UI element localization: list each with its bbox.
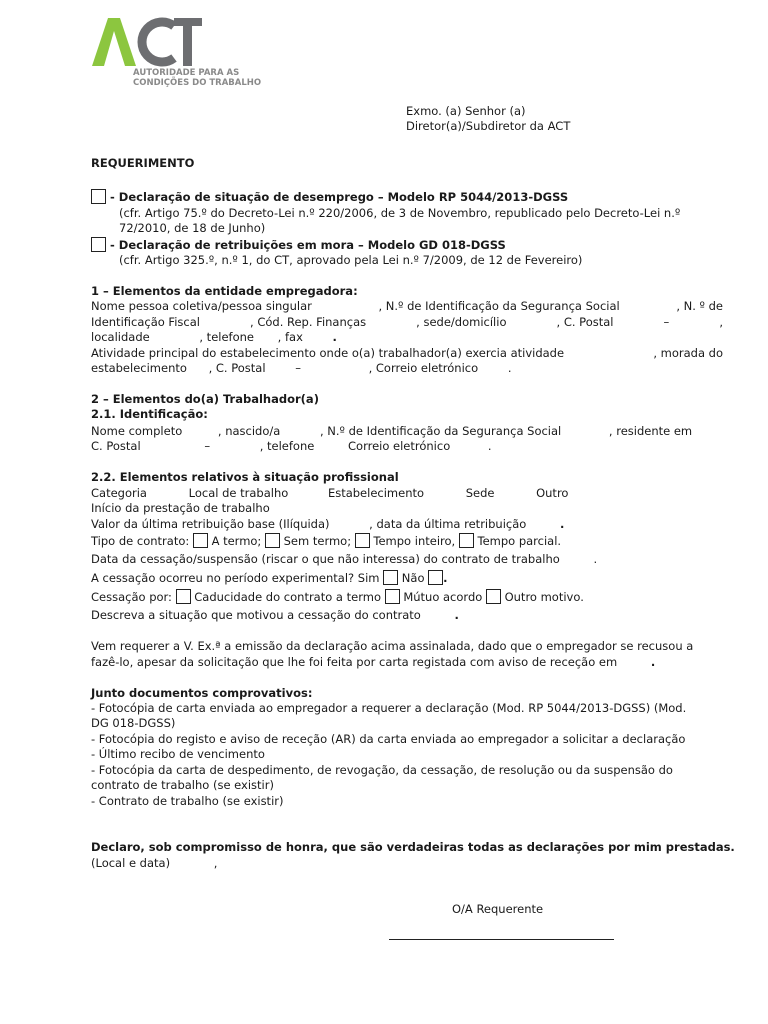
fixed-term-label: A termo;: [211, 534, 262, 548]
trial-line-end: .: [443, 571, 448, 585]
document-item-1a: - Fotocópia de carta enviada ao empregador a requerer a declaração (Mod. RP 5044/2013-DGSS) (Mod.: [91, 701, 687, 715]
document-item-4b: contrato de trabalho (se existir): [91, 778, 274, 792]
checkbox-arrears[interactable]: [91, 237, 106, 252]
job-category-label: Categoria: [91, 486, 147, 500]
checkbox-part-time[interactable]: [459, 533, 474, 548]
checkbox-full-time[interactable]: [355, 533, 370, 548]
section-2-1-heading: 2.1. Identificação:: [91, 407, 208, 421]
establishment-email-label: , Correio eletrónico: [368, 361, 479, 375]
checkbox-trial-no[interactable]: [428, 570, 443, 585]
employer-fax-label: , fax: [277, 330, 303, 344]
worker-phone-label: , telefone: [259, 439, 315, 453]
employer-line-1: [91, 299, 723, 313]
signature-line[interactable]: [389, 939, 614, 940]
checkbox-other-reason[interactable]: [486, 589, 501, 604]
logo-line-2: CONDIÇÕES DO TRABALHO: [133, 78, 262, 88]
worker-line-2: [91, 439, 492, 453]
checkbox-expiry[interactable]: [176, 589, 191, 604]
option-arrears-ref: (cfr. Artigo 325.º, n.º 1, do CT, aprovado pela Lei n.º 7/2009, de 12 de Fevereiro): [119, 253, 583, 267]
employer-finance-label: , Cód. Rep. Finanças: [250, 315, 367, 329]
employer-nif-label-start: , N. º de: [676, 299, 723, 313]
job-establishment-label: Estabelecimento: [327, 486, 425, 500]
open-ended-label: Sem termo;: [283, 534, 352, 548]
act-logo-mark: [92, 16, 202, 68]
document-title: REQUERIMENTO: [91, 156, 195, 170]
worker-residence-label: , residente em: [608, 424, 693, 438]
worker-line-1: [91, 424, 692, 438]
addressee-line-2: Diretor(a)/Subdiretor da ACT: [406, 119, 571, 133]
employer-activity-label: Atividade principal do estabelecimento onde o(a) trabalhador(a) exercia atividade: [91, 346, 565, 360]
employer-phone-label: , telefone: [199, 330, 254, 344]
employer-name-label: Nome pessoa coletiva/pessoa singular: [91, 299, 312, 313]
section-1-heading: 1 – Elementos da entidade empregadora:: [91, 284, 358, 298]
salary-line-end: .: [559, 517, 565, 531]
request-line-2: [91, 655, 655, 669]
document-item-1b: DG 018-DGSS): [91, 716, 176, 730]
section-2-heading: 2 – Elementos do(a) Trabalhador(a): [91, 392, 319, 406]
worker-postal-dash: –: [204, 439, 211, 453]
employer-domicile-label: , sede/domicílio: [416, 315, 507, 329]
cessation-date-end: .: [593, 552, 598, 566]
establishment-postal-label: , C. Postal: [208, 361, 266, 375]
job-line: [91, 486, 568, 500]
honor-declaration: Declaro, sob compromisso de honra, que são verdadeiras todas as declarações por mim prestadas.: [91, 840, 735, 854]
checkbox-mutual-agreement[interactable]: [385, 589, 400, 604]
documents-heading: Junto documentos comprovativos:: [91, 686, 313, 700]
request-line-2-end: .: [650, 655, 656, 669]
employer-address-label-start: , morada do: [653, 346, 723, 360]
checkbox-open-ended[interactable]: [265, 533, 280, 548]
logo-subtitle: [133, 68, 261, 88]
job-workplace-label: Local de trabalho: [188, 486, 289, 500]
trial-period-label: A cessação ocorreu no período experimental? Sim: [91, 571, 380, 585]
job-headquarters-label: Sede: [465, 486, 495, 500]
document-item-3: - Último recibo de vencimento: [91, 747, 265, 761]
addressee-line-1: Exmo. (a) Senhor (a): [406, 104, 526, 118]
place-date-label: (Local e data): [91, 856, 171, 870]
employer-line-5-end: .: [507, 361, 512, 375]
cessation-date-line: [91, 552, 597, 566]
requester-label: O/A Requerente: [452, 902, 544, 916]
trial-no-label: Não: [401, 571, 425, 585]
worker-line-2-end: .: [487, 439, 492, 453]
employer-line-3: [91, 330, 337, 344]
employer-nif-label-end: Identificação Fiscal: [91, 315, 200, 329]
section-2-2-heading: 2.2. Elementos relativos à situação profissional: [91, 470, 399, 484]
option-arrears: [91, 237, 506, 252]
last-salary-label: Valor da última retribuição base (Ilíquida): [91, 517, 330, 531]
salary-line: [91, 517, 564, 531]
option-unemployment-label: - Declaração de situação de desemprego – Modelo RP 5044/2013-DGSS: [106, 190, 569, 204]
situation-line: [91, 608, 459, 622]
full-time-label: Tempo inteiro,: [373, 534, 456, 548]
contract-type-label: Tipo de contrato:: [91, 534, 190, 548]
employer-line-4: [91, 346, 723, 360]
worker-birth-label: , nascido/a: [217, 424, 281, 438]
checkbox-trial-yes[interactable]: [383, 570, 398, 585]
work-start-label: Início da prestação de trabalho: [91, 501, 270, 515]
option-arrears-label: - Declaração de retribuições em mora – Modelo GD 018-DGSS: [106, 238, 506, 252]
document-item-5: - Contrato de trabalho (se existir): [91, 794, 284, 808]
worker-postal-label: C. Postal: [91, 439, 141, 453]
employer-nss-label: , N.º de Identificação da Segurança Social: [378, 299, 620, 313]
job-other-label: Outro: [536, 486, 569, 500]
other-reason-label: Outro motivo.: [504, 590, 584, 604]
employer-line-5: [91, 361, 511, 375]
situation-line-end: .: [454, 608, 459, 622]
worker-email-label: Correio eletrónico: [348, 439, 451, 453]
checkbox-fixed-term[interactable]: [193, 533, 208, 548]
document-item-4a: - Fotocópia da carta de despedimento, de revogação, da cessação, de resolução ou da suspensão do: [91, 763, 673, 777]
option-unemployment-ref-1: (cfr. Artigo 75.º do Decreto-Lei n.º 220/2006, de 3 de Novembro, republicado pelo Decreto-Lei n.º: [119, 206, 681, 220]
worker-nss-label: , N.º de Identificação da Segurança Social: [319, 424, 562, 438]
document-item-2: - Fotocópia do registo e aviso de receção (AR) da carta enviada ao empregador a solicitar a declaração: [91, 732, 686, 746]
employer-address-label-end: estabelecimento: [91, 361, 187, 375]
cessation-by-label: Cessação por:: [91, 590, 172, 604]
employer-line-2: [91, 315, 723, 329]
part-time-label: Tempo parcial.: [477, 534, 562, 548]
employer-postal-label: , C. Postal: [556, 315, 614, 329]
last-salary-date-label: , data da última retribuição: [369, 517, 527, 531]
situation-label: Descreva a situação que motivou a cessação do contrato: [91, 608, 421, 622]
option-unemployment: [91, 189, 568, 204]
worker-name-label: Nome completo: [91, 424, 183, 438]
cessation-reason-line: [91, 589, 584, 604]
logo-line-1: AUTORIDADE PARA AS: [133, 68, 240, 78]
request-line-2-text: fazê-lo, apesar da solicitação que lhe foi feita por carta registada com aviso de receção em: [91, 655, 618, 669]
establishment-postal-dash: –: [295, 361, 301, 375]
employer-postal-comma: ,: [719, 315, 723, 329]
option-unemployment-ref-2: 72/2010, de 18 de Junho): [119, 221, 266, 235]
request-line-1: Vem requerer a V. Ex.ª a emissão da declaração acima assinalada, dado que o empregador se recusou a: [91, 639, 694, 653]
mutual-agreement-label: Mútuo acordo: [403, 590, 483, 604]
employer-postal-dash: –: [663, 315, 670, 329]
place-date-comma: ,: [213, 856, 218, 870]
trial-period-line: [91, 570, 448, 585]
checkbox-unemployment[interactable]: [91, 189, 106, 204]
employer-line-3-end: .: [332, 330, 337, 344]
cessation-date-label: Data da cessação/suspensão (riscar o que não interessa) do contrato de trabalho: [91, 552, 560, 566]
place-date-line: [91, 856, 217, 870]
expiry-label: Caducidade do contrato a termo: [194, 590, 381, 604]
employer-locality-label: localidade: [91, 330, 150, 344]
contract-type-line: [91, 533, 561, 548]
